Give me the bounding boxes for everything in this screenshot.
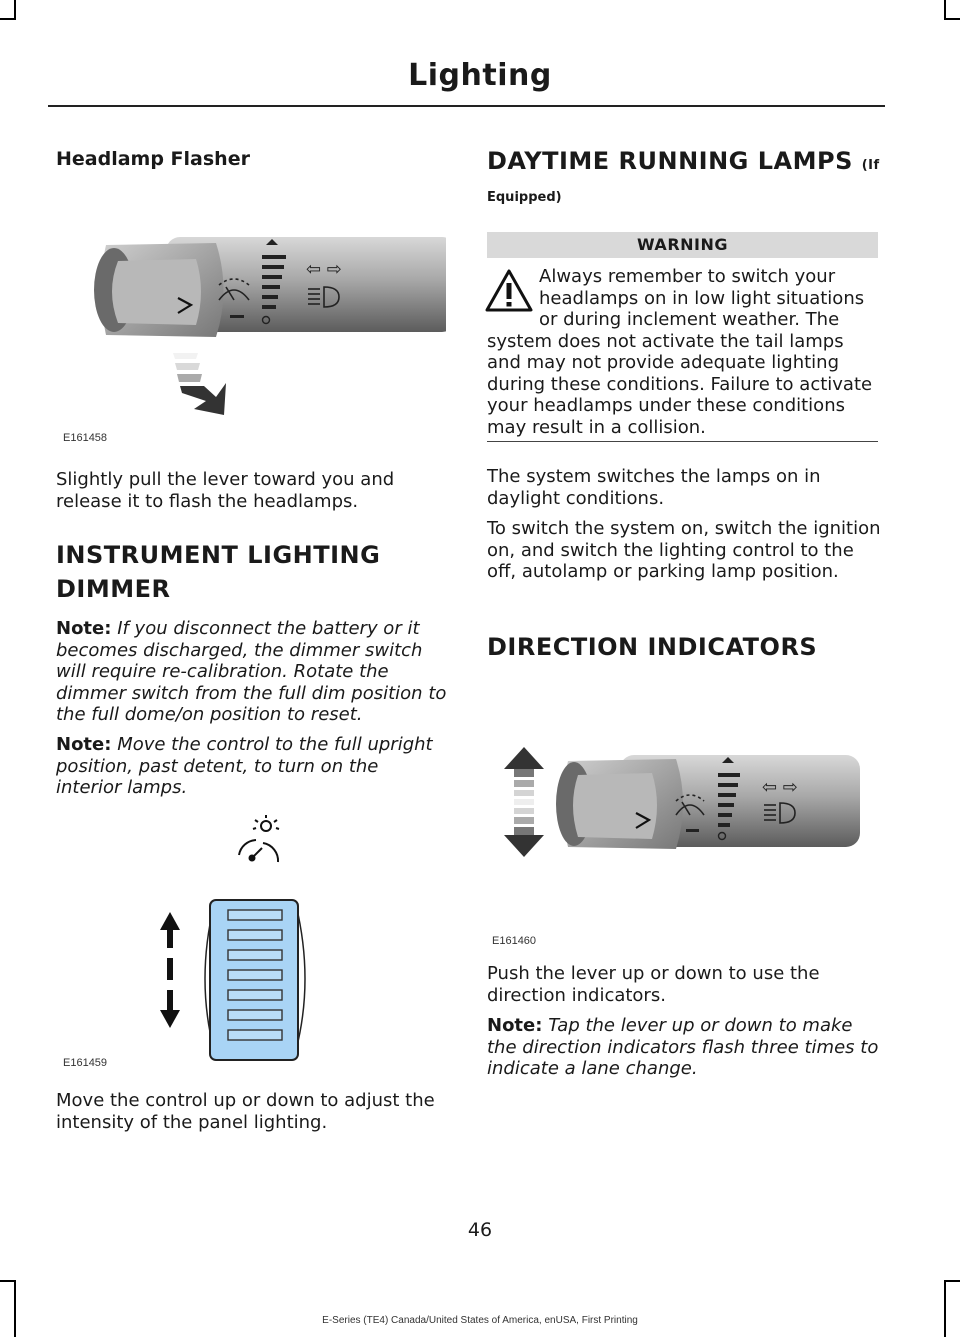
note-text: If you disconnect the battery or it becomes discharged, the dimmer switch will require re-calibration. Rotate the dimmer switch from the full dim position to the full dome/on position to reset. bbox=[56, 618, 447, 725]
heading-line: INSTRUMENT LIGHTING bbox=[56, 541, 381, 569]
direction-indicator-figure bbox=[490, 735, 860, 865]
crop-mark bbox=[944, 1280, 960, 1282]
dimmer-text: Move the control up or down to adjust the intensity of the panel lighting. bbox=[56, 1090, 435, 1133]
crop-mark bbox=[0, 1280, 16, 1282]
dimmer-figure bbox=[56, 810, 446, 1065]
headlamp-flasher-figure bbox=[56, 225, 446, 425]
page-number: 46 bbox=[467, 1219, 493, 1241]
icon-spacer bbox=[487, 266, 539, 330]
section-heading-daytime-running-lamps bbox=[487, 146, 907, 181]
heading-text: DAYTIME RUNNING LAMPS bbox=[487, 147, 853, 175]
direction-indicators-text: Push the lever up or down to use the direction indicators. bbox=[487, 963, 820, 1006]
note-text: Move the control to the full upright position, past detent, to turn on the interior lamps. bbox=[56, 734, 433, 798]
crop-mark bbox=[0, 18, 16, 20]
crop-mark bbox=[944, 0, 946, 18]
note-interior-lamps bbox=[56, 734, 448, 799]
drl-text-2: To switch the system on, switch the ignition on, and switch the lighting control to the off, autolamp or parking lamp position. bbox=[487, 518, 881, 582]
heading-qualifier: (If bbox=[861, 158, 880, 173]
headlamp-flasher-text: Slightly pull the lever toward you and release it to flash the headlamps. bbox=[56, 469, 395, 512]
warning-body: Always remember to switch your headlamps on in low light situations or during inclement weather. The system does not activate the tail lamps and may not provide adequate lighting during these conditions. Failure to activate your headlamps under these conditions may result in a collision. bbox=[487, 266, 873, 438]
header-divider bbox=[48, 105, 885, 107]
crop-mark bbox=[944, 18, 960, 20]
figure-code: E161460 bbox=[492, 935, 537, 947]
heading-qualifier-continued: Equipped) bbox=[487, 190, 562, 205]
footer-text: E-Series (TE4) Canada/United States of America, enUSA, First Printing bbox=[322, 1315, 638, 1326]
crop-mark bbox=[14, 1280, 16, 1337]
drl-text-1: The system switches the lamps on in daylight conditions. bbox=[487, 466, 821, 509]
page-title: Lighting bbox=[408, 58, 552, 93]
warning-divider bbox=[487, 441, 878, 442]
note-lane-change bbox=[487, 1015, 882, 1080]
figure-code: E161459 bbox=[63, 1057, 108, 1069]
warning-title: WARNING bbox=[487, 232, 878, 258]
figure-code: E161458 bbox=[63, 432, 108, 444]
section-heading-headlamp-flasher: Headlamp Flasher bbox=[56, 148, 250, 170]
note-recalibration bbox=[56, 618, 448, 726]
warning-text bbox=[487, 266, 879, 438]
note-label: Note: bbox=[56, 618, 112, 639]
svg-text:⇦ ⇨: ⇦ ⇨ bbox=[306, 259, 342, 280]
svg-text:⇦ ⇨: ⇦ ⇨ bbox=[762, 777, 798, 798]
heading-line: DIMMER bbox=[56, 575, 171, 603]
crop-mark bbox=[944, 1280, 946, 1337]
crop-mark bbox=[14, 0, 16, 18]
section-heading-instrument-lighting bbox=[56, 540, 446, 604]
note-text: Tap the lever up or down to make the direction indicators flash three times to indicate a lane change. bbox=[487, 1015, 879, 1079]
note-label: Note: bbox=[56, 734, 112, 755]
section-heading-direction-indicators: DIRECTION INDICATORS bbox=[487, 633, 818, 661]
dimmer-symbol-icon bbox=[239, 815, 279, 862]
note-label: Note: bbox=[487, 1015, 543, 1036]
